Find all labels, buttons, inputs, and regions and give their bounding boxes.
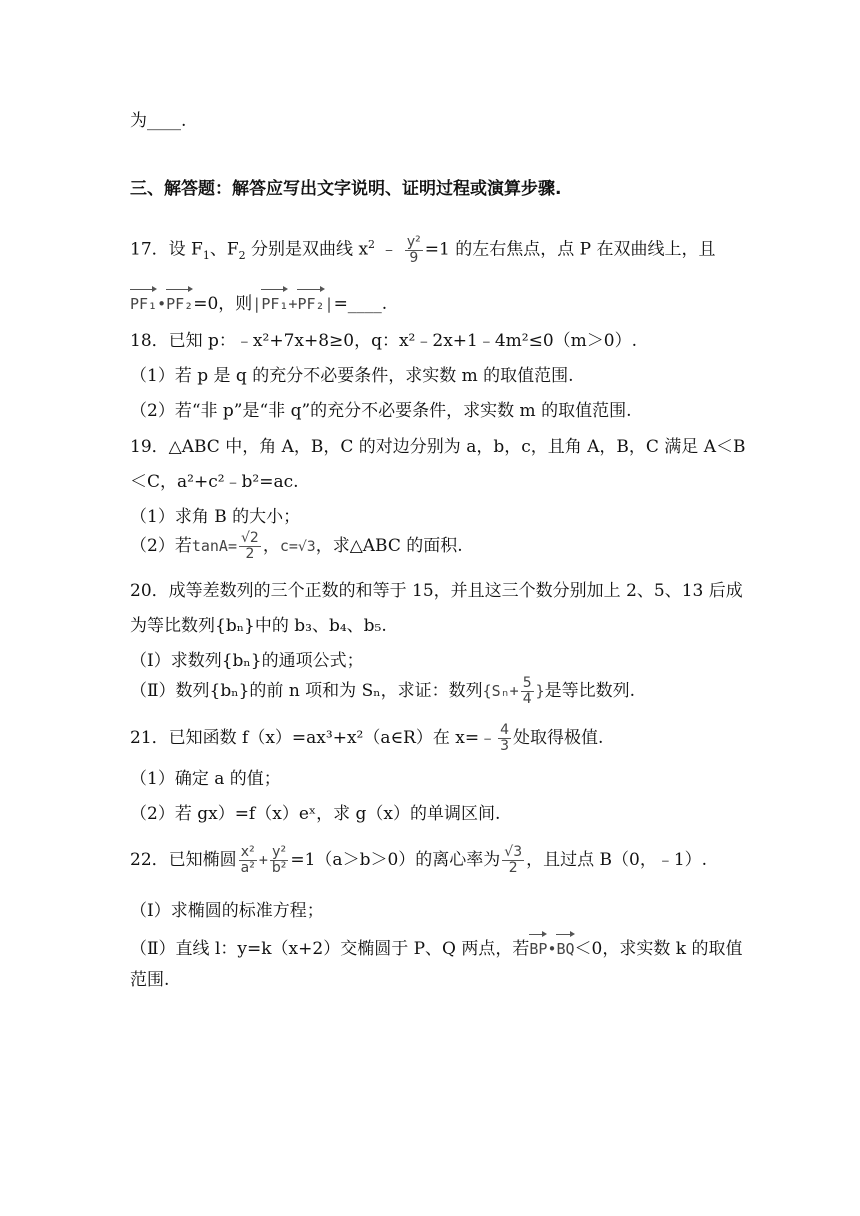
text: 20．成等差数列的三个正数的和等于 15，并且这三个数分别加上 2、5、13 后成	[130, 581, 743, 601]
vector-pf2: PF₂	[297, 287, 324, 317]
text: （Ⅰ）求椭圆的标准方程；	[130, 901, 324, 921]
problem-21-line-1	[130, 723, 603, 754]
problem-21-line-2	[130, 766, 281, 792]
fraction-5-over-4	[521, 676, 534, 707]
fraction-4-over-3	[498, 723, 511, 754]
problem-19-line-4	[130, 531, 463, 562]
text: 、F	[209, 239, 239, 260]
text: （1）若 p 是 q 的充分不必要条件，求实数 m 的取值范围.	[130, 366, 574, 386]
vector-bp: BP	[529, 932, 547, 962]
text: （2）若“非 p”是“非 q”的充分不必要条件，求实数 m 的取值范围.	[130, 401, 632, 421]
vector-pf1: PF₁	[261, 287, 288, 317]
fraction-sqrt2-over-2	[239, 531, 261, 562]
vector-pf1: PF₁	[130, 287, 157, 317]
denominator: 2	[245, 546, 255, 562]
text: （Ⅰ）求数列{bₙ}的通项公式；	[130, 651, 364, 671]
line-0	[130, 108, 186, 134]
text: =1 的左右焦点，点 P 在双曲线上，且	[424, 239, 716, 260]
problem-19-line-1	[130, 434, 746, 460]
brace-close: }	[535, 682, 545, 700]
numerator: √3	[504, 844, 523, 860]
problem-18-line-1	[130, 328, 637, 354]
denominator: 2	[508, 860, 518, 876]
problem-19-line-3	[130, 504, 300, 530]
problem-22-line-2	[130, 898, 324, 924]
denominator: 4	[522, 691, 532, 707]
text: 19．△ABC 中，角 A，B，C 的对边分别为 a，b，c，且角 A，B，C 满足 A＜B	[130, 437, 746, 457]
text: 18．已知 p：﹣x²+7x+8≥0，q：x²﹣2x+1﹣4m²≤0（m＞0）.	[130, 331, 637, 351]
problem-22-line-3	[130, 932, 742, 962]
text: （2）若	[130, 536, 192, 556]
problem-20-line-3	[130, 648, 364, 674]
problem-22-line-1	[130, 845, 707, 876]
sqrt-3: √3	[297, 539, 316, 555]
numerator: 4	[500, 722, 510, 738]
text: 为____.	[130, 111, 187, 131]
numerator: y²	[406, 233, 421, 250]
text: =____.	[333, 294, 388, 314]
numerator: x²	[240, 844, 255, 860]
text: ﹣	[375, 239, 403, 260]
abs-bar: |	[324, 295, 334, 313]
fraction-sqrt3-over-2	[502, 845, 524, 876]
numerator: 5	[522, 675, 532, 691]
text: 处取得极值.	[513, 728, 604, 748]
problem-21-line-3	[130, 801, 500, 827]
text: 22．已知椭圆	[130, 850, 237, 870]
numerator: √2	[240, 530, 259, 546]
text: （Ⅱ）数列{bₙ}的前 n 项和为 Sₙ，求证：数列	[130, 681, 483, 701]
problem-18-line-2	[130, 363, 574, 389]
text: 三、解答题：解答应写出文字说明、证明过程或演算步骤.	[130, 179, 562, 199]
problem-20-line-2	[130, 613, 387, 639]
text: （1）确定 a 的值；	[130, 769, 281, 789]
fraction-y2-over-b2	[270, 845, 289, 876]
abs-bar: |	[252, 295, 262, 313]
c-equals: c=	[279, 537, 298, 555]
plus: +	[288, 295, 298, 313]
text: （Ⅱ）直线 l：y=k（x+2）交椭圆于 P、Q 两点，若	[130, 939, 530, 959]
text: 21．已知函数 f（x）=ax³+x²（a∈R）在 x=﹣	[130, 728, 497, 748]
section-heading	[130, 176, 561, 202]
denominator: a²	[240, 860, 255, 876]
text: 分别是双曲线 x	[245, 239, 369, 260]
text: ，	[262, 536, 280, 556]
plus: +	[258, 851, 268, 869]
text: 为等比数列{bₙ}中的 b₃、b₄、b₅.	[130, 616, 387, 636]
text: =1（a＞b＞0）的离心率为	[290, 850, 501, 870]
problem-17-line-1: 17．设 $F_1$、$F_2$ 分别是双曲线 $x^2$ ﹣ $\frac{\text{y²}}{9}$ =1 的左右焦点，点 P 在双曲线上，且	[130, 233, 716, 266]
vector-pf2: PF₂	[166, 287, 193, 317]
fraction-x2-over-a2	[239, 845, 257, 876]
problem-20-line-4	[130, 676, 635, 707]
text: ＜0，求实数 k 的取值	[574, 939, 743, 959]
problem-22-line-4	[130, 967, 169, 993]
sn-open: {Sₙ+	[482, 682, 519, 700]
problem-18-line-3	[130, 398, 631, 424]
numerator: y²	[272, 844, 287, 860]
text: （2）若 gx）=f（x）eˣ，求 g（x）的单调区间.	[130, 804, 501, 824]
text: （1）求角 B 的大小；	[130, 507, 301, 527]
dot: •	[157, 295, 167, 313]
text: ＜C，a²+c²﹣b²=ac.	[130, 472, 299, 492]
denominator: 3	[500, 738, 510, 754]
text: =0，则	[193, 294, 253, 314]
problem-20-line-1	[130, 578, 743, 604]
tan-a: tanA=	[191, 537, 237, 555]
dot: •	[547, 940, 557, 958]
problem-19-line-2	[130, 469, 299, 495]
text: ，求△ABC 的面积.	[315, 536, 463, 556]
vector-bq: BQ	[556, 932, 574, 962]
problem-17-line-2	[130, 287, 387, 317]
text: 是等比数列.	[544, 681, 636, 701]
text: 17．设 F	[130, 239, 203, 260]
text: 范围.	[130, 970, 170, 990]
fraction-y2-over-9	[405, 235, 423, 266]
denominator: 9	[409, 249, 419, 266]
text: ，且过点 B（0，﹣1）.	[526, 850, 708, 870]
denominator: b²	[271, 860, 287, 876]
